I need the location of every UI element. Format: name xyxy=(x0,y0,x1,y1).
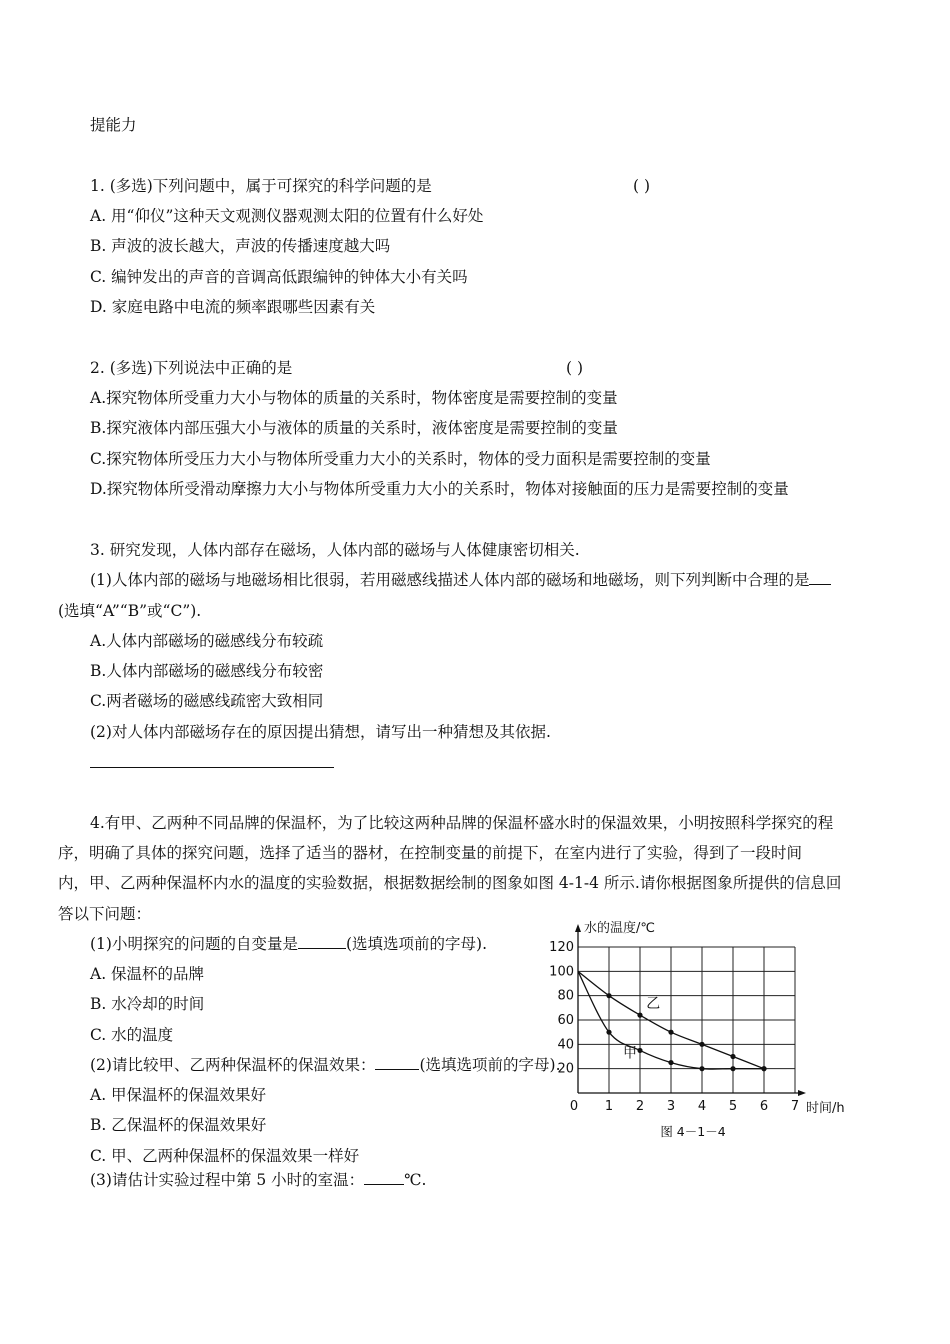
q4-sub2-option-b: B. 乙保温杯的保温效果好 xyxy=(90,1116,267,1134)
data-point xyxy=(730,1054,735,1059)
q4-sub2-text: (2)请比较甲、乙两种保温杯的保温效果： xyxy=(90,1056,376,1074)
chart-axes xyxy=(575,924,806,1096)
q3-part1 xyxy=(90,570,831,590)
q4-intro-line1: 4.有甲、乙两种不同品牌的保温杯，为了比较这两种品牌的保温杯盛水时的保温效果，小明按照科学探究的程 xyxy=(90,814,834,832)
q4-sub1-hint: (选填选项前的字母). xyxy=(345,935,487,953)
q4-sub2-answer-blank[interactable] xyxy=(375,1055,419,1070)
q3-part1-answer-blank[interactable] xyxy=(809,570,831,585)
x-tick-label: 5 xyxy=(728,1099,738,1114)
q4-sub1-text: (1)小明探究的问题的自变量是 xyxy=(90,935,298,953)
series-label-yi: 乙 xyxy=(646,995,661,1012)
q1-stem: 1. (多选)下列问题中，属于可探究的科学问题的是 xyxy=(90,177,432,195)
x-tick-label: 4 xyxy=(697,1099,707,1114)
data-point xyxy=(699,1042,704,1047)
y-tick-label: 120 xyxy=(549,940,574,955)
data-point xyxy=(730,1066,735,1071)
q4-sub1 xyxy=(90,934,487,954)
q1-option-d: D. 家庭电路中电流的频率跟哪些因素有关 xyxy=(90,298,376,316)
q2-answer-paren: ( ) xyxy=(566,359,584,377)
q2-option-d: D.探究物体所受滑动摩擦力大小与物体所受重力大小的关系时，物体对接触面的压力是需要控制的变量 xyxy=(90,480,789,498)
data-point xyxy=(637,1013,642,1018)
y-tick-label: 20 xyxy=(557,1061,574,1077)
q3-part2: (2)对人体内部磁场存在的原因提出猜想，请写出一种猜想及其依据. xyxy=(90,723,551,741)
q4-sub3-unit: ℃. xyxy=(404,1171,427,1189)
data-point xyxy=(606,993,611,998)
x-tick-label: 1 xyxy=(604,1099,614,1114)
data-point xyxy=(668,1030,673,1035)
q4-sub1-option-b: B. 水冷却的时间 xyxy=(90,995,205,1013)
q4-sub1-answer-blank[interactable] xyxy=(298,934,346,949)
x-tick-label: 6 xyxy=(759,1099,769,1114)
q4-sub2-option-c: C. 甲、乙两种保温杯的保温效果一样好 xyxy=(90,1147,360,1165)
temperature-chart xyxy=(548,918,858,1148)
q1-option-c: C. 编钟发出的声音的音调高低跟编钟的钟体大小有关吗 xyxy=(90,268,468,286)
figure-caption: 图 4－1－4 xyxy=(660,1124,726,1139)
x-tick-label: 7 xyxy=(790,1099,800,1114)
data-point xyxy=(668,1060,673,1065)
q3-option-b: B.人体内部磁场的磁感线分布较密 xyxy=(90,662,324,680)
series-label-jia: 甲 xyxy=(622,1045,637,1062)
q4-intro-line4: 答以下问题： xyxy=(58,905,152,923)
q3-option-a: A.人体内部磁场的磁感线分布较疏 xyxy=(90,632,324,650)
origin-label: 0 xyxy=(569,1099,579,1114)
y-tick-label: 80 xyxy=(557,988,574,1004)
q4-sub2 xyxy=(90,1055,561,1075)
section-title: 提能力 xyxy=(90,116,137,134)
q1-option-a: A. 用“仰仪”这种天文观测仪器观测太阳的位置有什么好处 xyxy=(90,207,484,225)
q3-part2-answer-line[interactable] xyxy=(90,767,334,768)
data-point xyxy=(699,1066,704,1071)
q2-stem: 2. (多选)下列说法中正确的是 xyxy=(90,359,293,377)
q4-intro-line2: 序，明确了具体的探究问题，选择了适当的器材，在控制变量的前提下，在室内进行了实验，得到了一段时间 xyxy=(58,844,803,862)
q4-sub2-hint: (选填选项前的字母). xyxy=(419,1056,561,1074)
x-tick-label: 3 xyxy=(666,1099,676,1114)
q4-sub3-text: (3)请估计实验过程中第 5 小时的室温： xyxy=(90,1171,365,1189)
q3-part1-hint: (选填“A”“B”或“C”). xyxy=(58,602,202,620)
y-tick-label: 40 xyxy=(557,1037,574,1053)
q4-sub2-option-a: A. 甲保温杯的保温效果好 xyxy=(90,1086,267,1104)
q4-sub1-option-a: A. 保温杯的品牌 xyxy=(90,965,205,983)
q2-option-a: A.探究物体所受重力大小与物体的质量的关系时，物体密度是需要控制的变量 xyxy=(90,389,618,407)
y-axis-label: 水的温度/℃ xyxy=(584,921,655,936)
q4-sub1-option-c: C. 水的温度 xyxy=(90,1026,174,1044)
x-tick-label: 2 xyxy=(635,1099,645,1114)
x-axis-label: 时间/h xyxy=(806,1101,845,1116)
chart-tick-labels xyxy=(549,940,799,1114)
q4-sub3-answer-blank[interactable] xyxy=(364,1170,404,1185)
q1-answer-paren: ( ) xyxy=(633,177,651,195)
data-point xyxy=(637,1048,642,1053)
q1-option-b: B. 声波的波长越大，声波的传播速度越大吗 xyxy=(90,237,391,255)
y-tick-label: 100 xyxy=(549,964,574,980)
y-tick-label: 60 xyxy=(557,1013,574,1028)
data-point xyxy=(761,1066,766,1071)
data-point xyxy=(606,1030,611,1035)
q4-sub3 xyxy=(90,1170,426,1190)
q3-option-c: C.两者磁场的磁感线疏密大致相同 xyxy=(90,692,324,710)
q4-intro-line3: 内，甲、乙两种保温杯内水的温度的实验数据，根据数据绘制的图象如图 4-1-4 所示.请你根据图象所提供的信息回 xyxy=(58,874,842,892)
q3-part1-text: (1)人体内部的磁场与地磁场相比很弱，若用磁感线描述人体内部的磁场和地磁场，则下列判断中合理的是 xyxy=(90,571,810,589)
q3-stem: 3. 研究发现，人体内部存在磁场，人体内部的磁场与人体健康密切相关. xyxy=(90,541,580,559)
q2-option-c: C.探究物体所受压力大小与物体所受重力大小的关系时，物体的受力面积是需要控制的变量 xyxy=(90,450,711,468)
q2-option-b: B.探究液体内部压强大小与液体的质量的关系时，液体密度是需要控制的变量 xyxy=(90,419,618,437)
chart-grid xyxy=(578,947,795,1093)
